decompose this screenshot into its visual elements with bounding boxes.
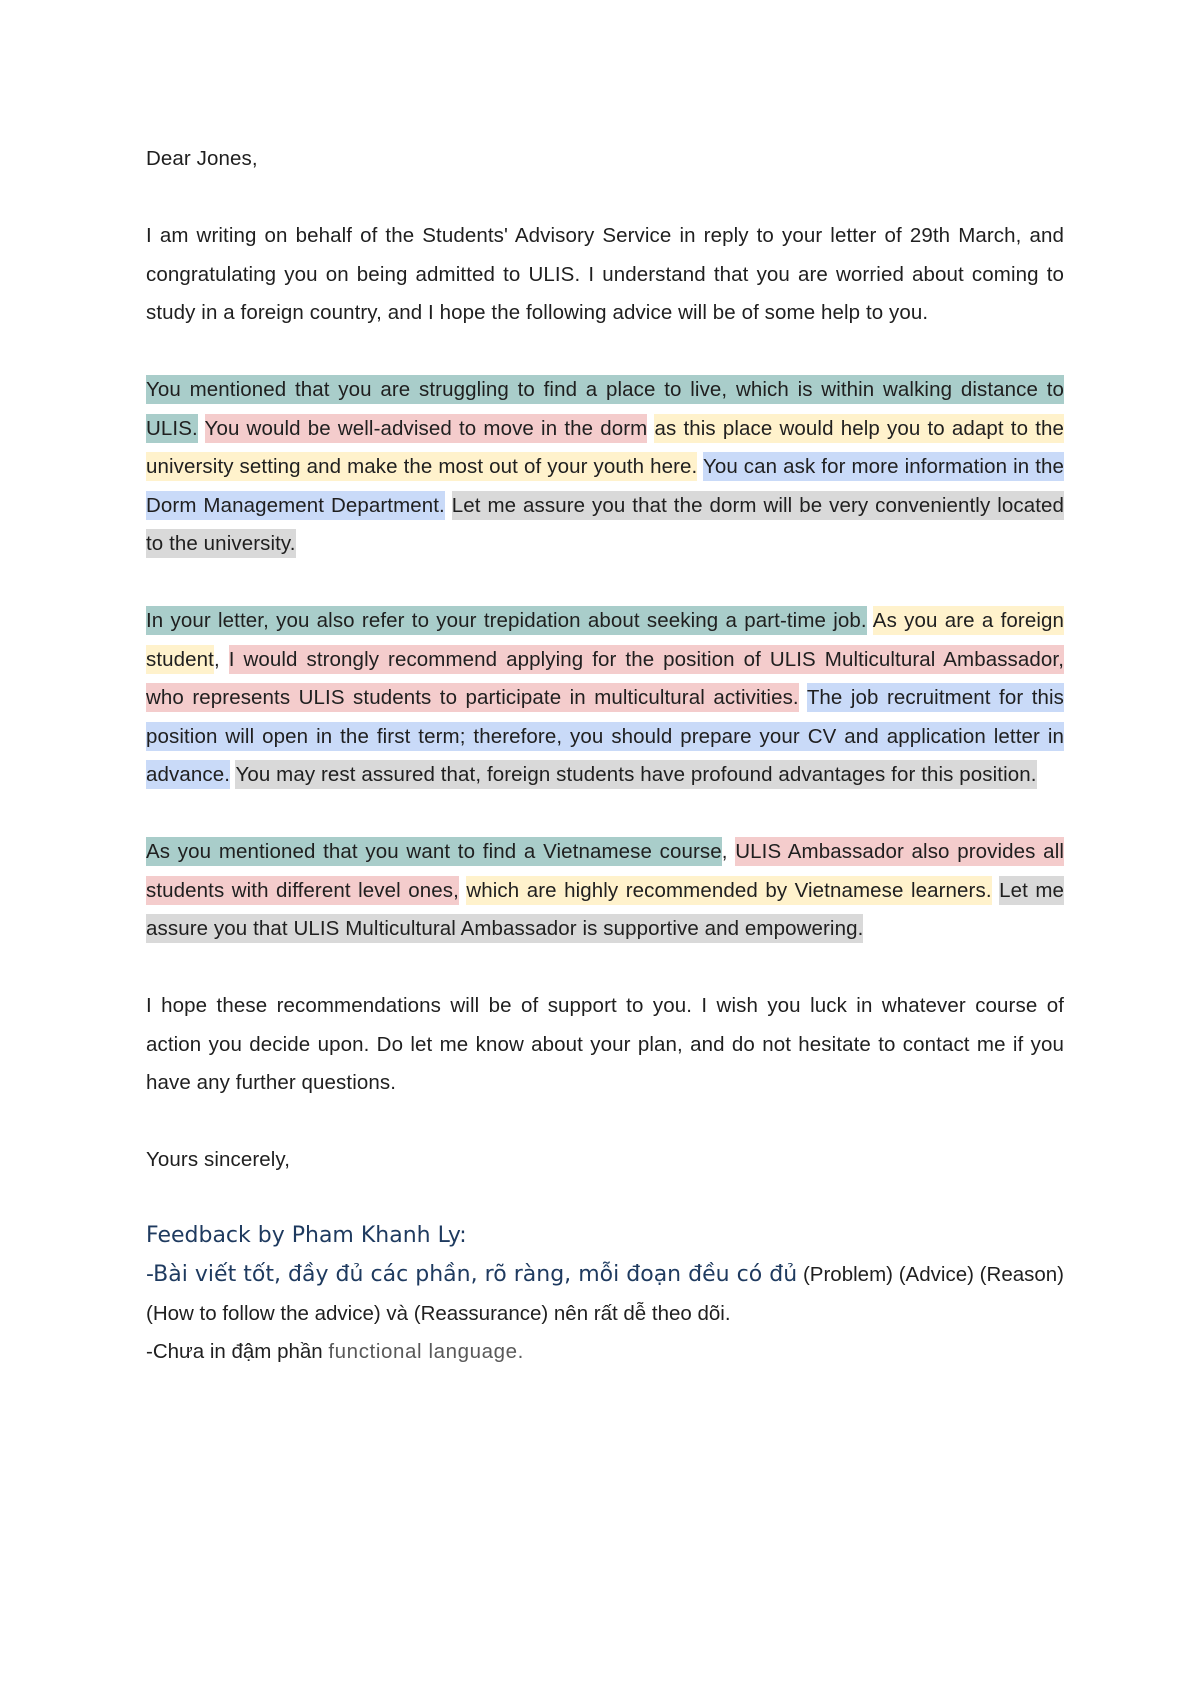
paragraph-accommodation	[146, 371, 1064, 564]
letter-closing: I hope these recommendations will be of support to you. I wish you luck in whatever course of action you decide upon. Do let me know about your plan, and do not hesitate to contact me if you have any further questions.	[146, 994, 1064, 1094]
letter-intro: I am writing on behalf of the Students' Advisory Service in reply to your letter of 29th March, and congratulating you on being admitted to ULIS. I understand that you are worried about coming to study in a foreign country, and I hope the following advice will be of some help to you.	[146, 224, 1064, 324]
reason-highlight: which are highly recommended by Vietnamese learners.	[466, 876, 991, 905]
letter-body	[146, 140, 1064, 1180]
letter-greeting: Dear Jones,	[146, 147, 258, 170]
how-highlight: You can ask for more information in the Dorm Management Department.	[146, 452, 1064, 520]
feedback-line-2-prefix: -Chưa in đậm phần	[146, 1340, 323, 1363]
advice-highlight: You would be well-advised to move in the dorm	[205, 414, 648, 443]
advice-highlight: I would strongly recommend applying for the position of ULIS Multicultural Ambassador, who represents ULIS students to participate in multicultural activities.	[146, 645, 1064, 713]
feedback-comment-vn: -Bài viết tốt, đầy đủ các phần, rõ ràng, mỗi đoạn đều có đủ	[146, 1262, 798, 1287]
letter-signoff: Yours sincerely,	[146, 1148, 291, 1171]
document-page	[146, 140, 1064, 1372]
problem-highlight: As you mentioned that you want to find a Vietnamese course	[146, 837, 722, 866]
reassurance-highlight: Let me assure you that the dorm will be very conveniently located to the university.	[146, 491, 1064, 559]
feedback-line-1	[146, 1256, 1064, 1333]
reason-highlight: As you are a foreign student	[146, 606, 1064, 674]
paragraph-part-time-job	[146, 602, 1064, 795]
feedback-line-2	[146, 1333, 1064, 1372]
feedback-section	[146, 1216, 1064, 1372]
separator: ,	[721, 840, 728, 863]
paragraph-vietnamese-course	[146, 833, 1064, 949]
feedback-heading: Feedback by Pham Khanh Ly:	[146, 1223, 467, 1248]
how-highlight: The job recruitment for this position will open in the first term; therefore, you should prepare your CV and application letter in advance.	[146, 683, 1064, 789]
feedback-term: functional language.	[328, 1340, 524, 1363]
reason-highlight: as this place would help you to adapt to the university setting and make the most out of your youth here.	[146, 414, 1064, 482]
problem-highlight: In your letter, you also refer to your trepidation about seeking a part-time job.	[146, 606, 867, 635]
feedback-comment-rest: (Problem) (Advice) (Reason) (How to follow the advice) và (Reassurance) nên rất dễ theo dõi.	[146, 1263, 1064, 1325]
reassurance-highlight: You may rest assured that, foreign students have profound advantages for this position.	[235, 760, 1036, 789]
reassurance-highlight: Let me assure you that ULIS Multicultural Ambassador is supportive and empowering.	[146, 876, 1064, 944]
advice-highlight: ULIS Ambassador also provides all students with different level ones,	[146, 837, 1064, 905]
problem-highlight: You mentioned that you are struggling to find a place to live, which is within walking distance to ULIS.	[146, 375, 1064, 443]
separator: ,	[213, 647, 220, 671]
